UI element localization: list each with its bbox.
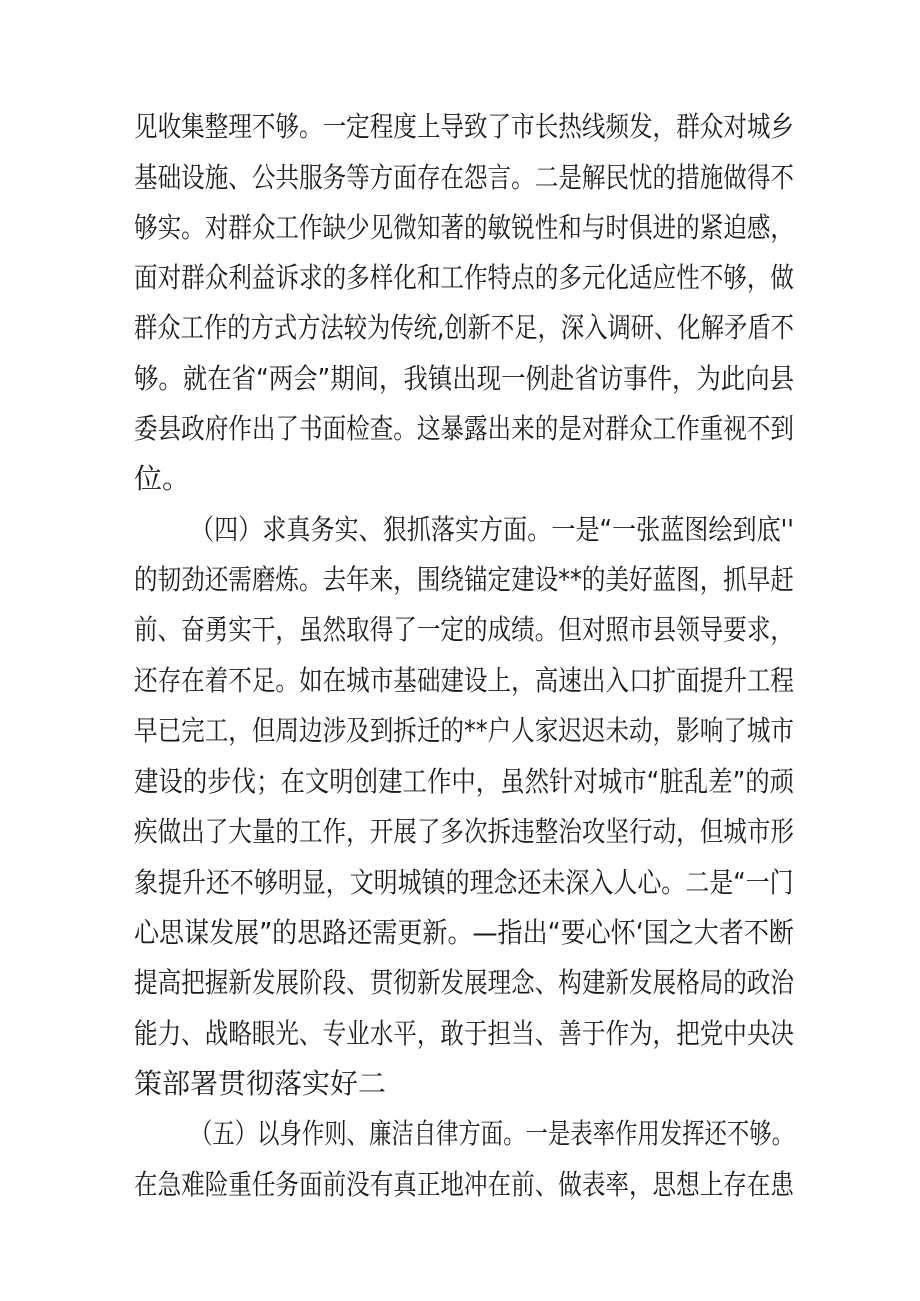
paragraph-2-line-3: 前、奋勇实干，虽然取得了一定的成绩。但对照市县领导要求， [134, 613, 794, 646]
paragraph-2-line-4: 还存在着不足。如在城市基础建设上，高速出入口扩面提升工程 [134, 664, 794, 697]
paragraph-2-line-1: （四）求真务实、狠抓落实方面。一是“一张蓝图绘到底'' [190, 513, 794, 546]
paragraph-2-line-11: 能力、战略眼光、专业水平，敢于担当、善于作为，把党中央决 [134, 1017, 794, 1050]
paragraph-2-line-12: 策部署贯彻落实好二 [134, 1067, 387, 1100]
paragraph-2-line-8: 象提升还不够明显，文明城镇的理念还未深入人心。二是“一门 [134, 866, 794, 899]
paragraph-3-line-2: 在急难险重任务面前没有真正地冲在前、做表率，思想上存在患 [134, 1168, 794, 1201]
paragraph-2-line-5: 早已完工，但周边涉及到拆迁的**户人家迟迟未动，影响了城市 [134, 714, 794, 747]
paragraph-1-line-5: 群众工作的方式方法较为传统,创新不足，深入调研、化解矛盾不 [134, 311, 794, 344]
paragraph-1-line-2: 基础设施、公共服务等方面存在怨言。二是解民忧的措施做得不 [134, 161, 794, 194]
paragraph-2-line-2: 的韧劲还需磨炼。去年来，围绕锚定建设**的美好蓝图，抓早赶 [134, 563, 794, 596]
paragraph-1-line-4: 面对群众利益诉求的多样化和工作特点的多元化适应性不够，做 [134, 261, 794, 294]
paragraph-1-line-6: 够。就在省“两会”期间，我镇出现一例赴省访事件，为此向县 [134, 362, 795, 395]
paragraph-1-line-1: 见收集整理不够。一定程度上导致了市长热线频发，群众对城乡 [134, 110, 794, 143]
paragraph-1-line-3: 够实。对群众工作缺少见微知著的敏锐性和与时俱进的紧迫感， [134, 211, 794, 244]
paragraph-1-line-7: 委县政府作出了书面检查。这暴露出来的是对群众工作重视不到 [134, 412, 794, 445]
paragraph-2-line-9: 心思谋发展”的思路还需更新。—指出“要心怀‘国之大者不断 [134, 916, 794, 949]
paragraph-1-line-8: 位。 [134, 462, 191, 495]
paragraph-2-line-7: 疾做出了大量的工作，开展了多次拆违整治攻坚行动，但城市形 [134, 815, 794, 848]
paragraph-3-line-1: （五）以身作则、廉洁自律方面。一是表率作用发挥还不够。 [190, 1117, 794, 1150]
paragraph-2-line-6: 建设的步伐；在文明创建工作中，虽然针对城市“脏乱差”的顽 [134, 765, 795, 798]
paragraph-2-line-10: 提高把握新发展阶段、贯彻新发展理念、构建新发展格局的政治 [134, 966, 794, 999]
